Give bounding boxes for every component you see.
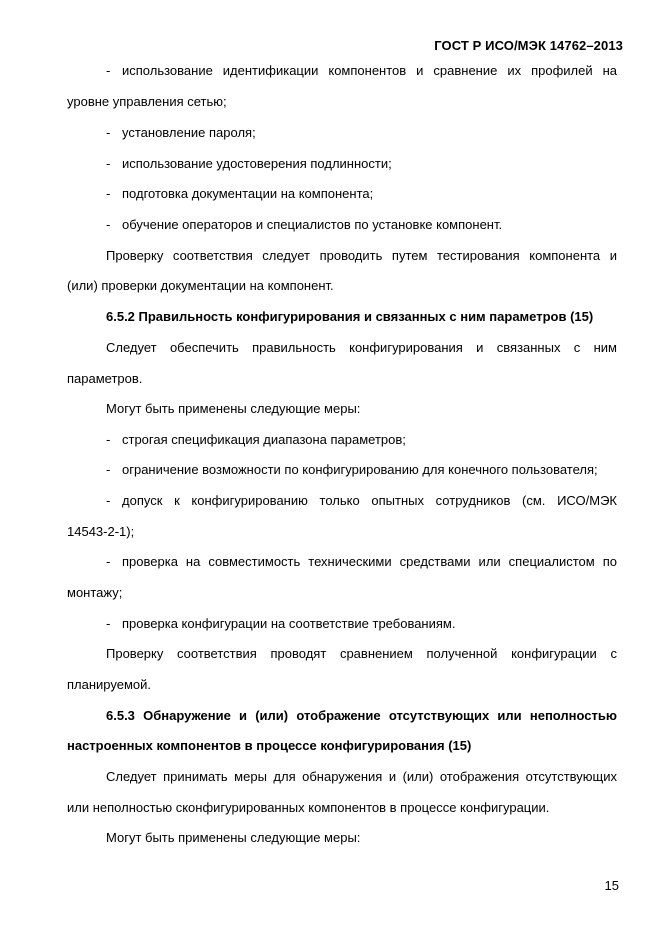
text-line: 14543-2-1); xyxy=(67,524,135,539)
list-item: - использование идентификации компонентов и сравнение их профилей на xyxy=(106,63,617,78)
section-heading-6-5-3: 6.5.3 Обнаружение и (или) отображение отсутствующих или неполностью xyxy=(106,708,617,723)
text-line: (или) проверки документации на компонент. xyxy=(67,278,334,293)
text-line: или неполностью сконфигурированных компонентов в процессе конфигурации. xyxy=(67,800,550,815)
list-item: - установление пароля; xyxy=(106,125,256,140)
list-item: - проверка на совместимость техническими средствами или специалистом по xyxy=(106,554,617,569)
text-line: монтажу; xyxy=(67,585,123,600)
list-item: - подготовка документации на компонента; xyxy=(106,186,374,201)
paragraph-line: Следует принимать меры для обнаружения и (или) отображения отсутствующих xyxy=(106,769,617,784)
list-item: - обучение операторов и специалистов по установке компонент. xyxy=(106,217,503,232)
list-item: - проверка конфигурации на соответствие требованиям. xyxy=(106,616,456,631)
text-line: уровне управления сетью; xyxy=(67,94,227,109)
list-item: - использование удостоверения подлинности; xyxy=(106,156,392,171)
standard-header: ГОСТ Р ИСО/МЭК 14762–2013 xyxy=(434,38,623,53)
section-heading-continuation: настроенных компонентов в процессе конфигурирования (15) xyxy=(67,738,472,753)
section-heading-6-5-2: 6.5.2 Правильность конфигурирования и связанных с ним параметров (15) xyxy=(106,309,594,324)
paragraph-line: Могут быть применены следующие меры: xyxy=(106,830,361,845)
text-line: планируемой. xyxy=(67,677,152,692)
list-item: - строгая спецификация диапазона параметров; xyxy=(106,432,406,447)
list-item: - ограничение возможности по конфигурированию для конечного пользователя; xyxy=(106,462,598,477)
page-number: 15 xyxy=(604,878,619,893)
paragraph-line: Следует обеспечить правильность конфигурирования и связанных с ним xyxy=(106,340,617,355)
text-line: параметров. xyxy=(67,371,143,386)
paragraph-line: Проверку соответствия проводят сравнением полученной конфигурации с xyxy=(106,646,617,661)
list-item: - допуск к конфигурированию только опытных сотрудников (см. ИСО/МЭК xyxy=(106,493,617,508)
paragraph-line: Проверку соответствия следует проводить путем тестирования компонента и xyxy=(106,248,617,263)
paragraph-line: Могут быть применены следующие меры: xyxy=(106,401,361,416)
